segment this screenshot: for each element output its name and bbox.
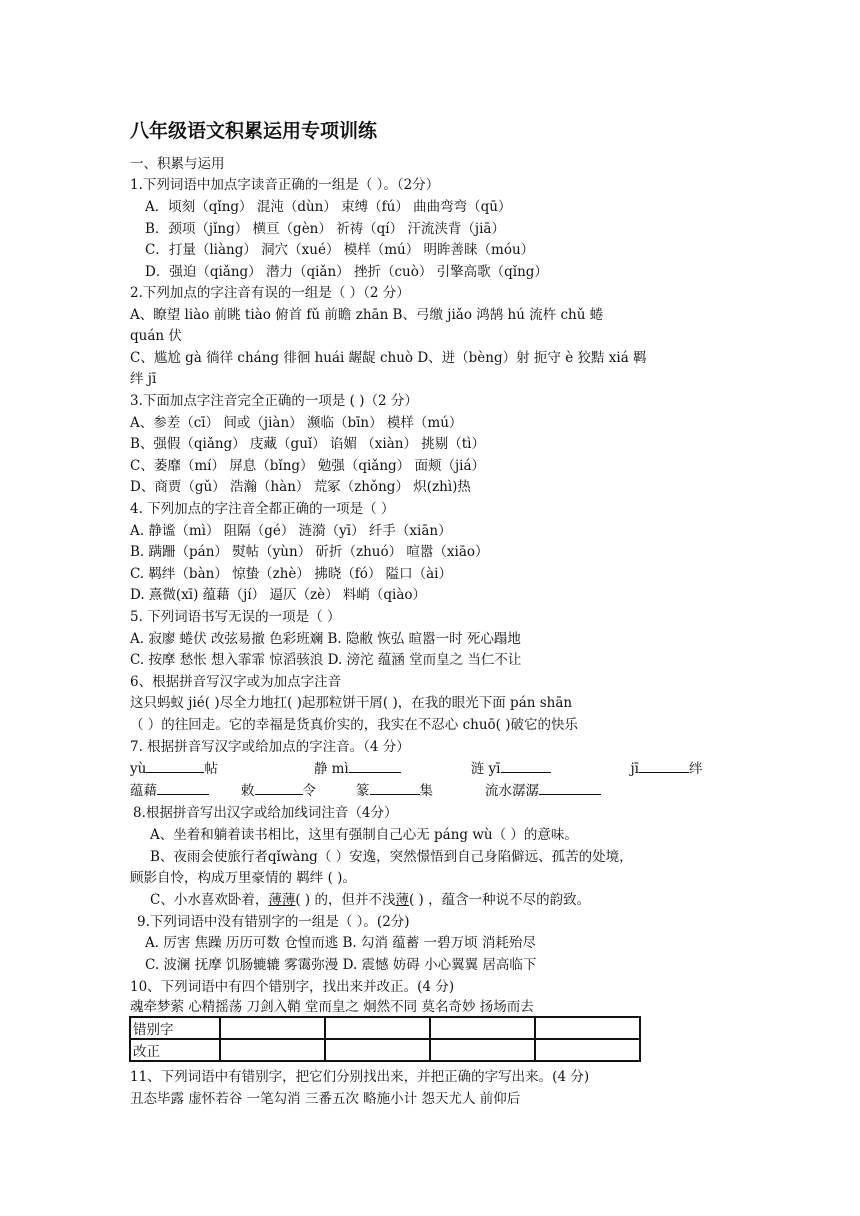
question-11: 11、下列词语中有错别字，把它们分别找出来，并把正确的字写出来。(4 分) [130, 1069, 590, 1085]
table-row [130, 1017, 640, 1039]
answer-cell[interactable] [535, 1017, 640, 1039]
q4-option-d: D. 熹微(xī) 蕴藉（jí） 逼仄（zè） 料峭（qiào） [130, 587, 427, 603]
q4-option-c: C. 羁绊（bàn） 惊蛰（zhè） 拂晓（fó） 隘口（ài） [130, 566, 452, 582]
q8-b-cont: 顾影自怜，构成万里豪情的 羁绊 ( )。 [130, 870, 356, 886]
q4-option-a: A. 静谧（mì） 阻隔（gé） 涟漪（yī） 纤手（xiān） [130, 523, 452, 539]
q3-option-d: D、商贾（gǔ） 浩瀚（hàn） 荒冢（zhǒng） 炽(zhì)热 [130, 479, 471, 495]
question-6: 6、根据拼音写汉字或为加点字注音 [130, 674, 342, 690]
q7-ji2: 集 [419, 783, 433, 799]
q2-line-1: A、瞭望 liào 前眺 tiào 俯首 fǔ 前瞻 zhān B、弓缴 jiǎo 鸿鹄 hú 流杵 chǔ 蜷 [130, 307, 604, 323]
q9-options-cd: C. 波澜 抚摩 饥肠辘辘 雾霭弥漫 D. 震憾 妨碍 小心翼翼 居高临下 [145, 957, 537, 973]
q7-lian: 涟 yī [470, 761, 501, 777]
q2-line-3: C、尴尬 gà 徜徉 cháng 徘徊 huái 龌龊 chuò D、迸（bèng）射 扼守 è 狡黠 xiá 羁 [130, 350, 647, 366]
underlined-word: 薄薄 [268, 892, 296, 908]
q8-c [150, 891, 590, 909]
section-heading: 一、积累与运用 [130, 156, 225, 172]
answer-cell[interactable] [325, 1039, 430, 1061]
question-8: 8.根据拼音写出汉字或给加线词注音（4分） [133, 805, 398, 821]
answer-blank[interactable] [157, 782, 209, 795]
q2-line-2: quán 伏 [130, 328, 182, 344]
table-row [130, 1039, 640, 1061]
q8-c-text: ( ) 的，但并不浅 [295, 892, 396, 908]
answer-blank[interactable] [539, 782, 601, 795]
q10-words: 魂牵梦萦 心精摇荡 刀剑入鞘 堂而皇之 炯然不同 莫名奇妙 扬场而去 [130, 999, 534, 1015]
underlined-word: 薄 [395, 892, 409, 908]
question-4: 4. 下列加点的字注音全都正确的一项是（ ） [130, 501, 395, 517]
question-10: 10、下列词语中有四个错别字，找出来并改正。(4 分) [130, 979, 455, 995]
answer-cell[interactable] [325, 1017, 430, 1039]
q4-option-b: B. 蹒跚（pán） 熨帖（yùn） 斫折（zhuó） 喧嚣（xiāo） [130, 544, 489, 560]
answer-cell[interactable] [220, 1017, 325, 1039]
q7-zhuan: 篆 [356, 783, 370, 799]
q1-option-d: D．强迫（qiǎng） 潜力（qiǎn） 挫折（cuò） 引擎高歌（qǐng） [145, 264, 548, 280]
question-7: 7. 根据拼音写汉字或给加点的字注音。（4 分） [130, 739, 410, 755]
correction-table [129, 1016, 641, 1062]
q8-a: A、坐着和躺着读书相比，这里有强制自己心无 páng wù（ ）的意味。 [150, 827, 578, 843]
q7-liu: 流水潺潺 [485, 783, 539, 799]
q9-options-ab: A. 厉害 焦躁 历历可数 仓惶而逃 B. 勾消 蕴蓄 一碧万顷 消耗殆尽 [145, 935, 536, 951]
q1-option-a: A．顷刻（qǐng） 混沌（dùn） 束缚（fú） 曲曲弯弯（qū） [145, 199, 512, 215]
q7-jing: 静 mì [313, 761, 349, 777]
answer-cell[interactable] [220, 1039, 325, 1061]
q7-row-1 [130, 760, 703, 778]
q3-option-c: C、萎靡（mí） 屏息（bǐng） 勉强（qiǎng） 面颊（jiá） [130, 458, 486, 474]
answer-cell[interactable] [535, 1039, 640, 1061]
q5-options-cd: C. 按摩 愁怅 想入霏霏 惊滔骇浪 D. 滂沱 蕴涵 堂而皇之 当仁不让 [130, 652, 522, 668]
q8-c-text: C、小水喜欢卧着， [150, 892, 269, 908]
q3-option-b: B、强假（qiǎng） 庋藏（guǐ） 谄媚 （xiàn） 挑剔（tì） [130, 436, 486, 452]
q8-b: B、夜雨会使旅行者qǐwàng（ ）安逸，突然憬悟到自己身陷僻远、孤苦的处境， [150, 849, 633, 865]
q7-yu: yù [130, 761, 147, 777]
answer-cell[interactable] [430, 1017, 535, 1039]
q7-row-2 [130, 782, 601, 800]
question-9: 9.下列词语中没有错别字的一组是（ ）。(2分) [137, 914, 410, 930]
page-title: 八年级语文积累运用专项训练 [130, 120, 378, 142]
q6-line-1: 这只蚂蚁 jié( )尽全力地扛( )起那粒饼干屑( )，在我的眼光下面 pán shān [130, 695, 573, 711]
q7-ban: 绊 [689, 761, 703, 777]
row-label-correct: 改正 [130, 1039, 220, 1061]
question-1: 1.下列词语中加点字读音正确的一组是（ ）。（2分） [130, 177, 440, 193]
answer-blank[interactable] [349, 760, 401, 773]
question-2: 2.下列加点的字注音有误的一组是（ ）（2 分） [130, 285, 410, 301]
answer-blank[interactable] [501, 760, 551, 773]
answer-blank[interactable] [255, 782, 303, 795]
q1-option-b: B．颈项（jǐng） 横亘（gèn） 祈祷（qí） 汗流浃背（jiā） [145, 221, 505, 237]
question-3: 3.下面加点字注音完全正确的一项是 ( )（2 分） [130, 393, 418, 409]
q11-words: 丑态毕露 虚怀若谷 一笔勾消 三番五次 略施小计 怨天尤人 前仰后 [130, 1091, 521, 1107]
q1-option-c: C．打量（liàng） 洞穴（xué） 模样（mú） 明眸善睐（móu） [145, 242, 535, 258]
q5-options-ab: A. 寂廖 蜷伏 改弦易撤 色彩班斓 B. 隐敝 恢弘 暄嚣一时 死心蹋地 [130, 631, 521, 647]
answer-blank[interactable] [639, 760, 689, 773]
q2-line-4: 绊 jī [130, 371, 157, 387]
row-label-wrong: 错别字 [130, 1017, 220, 1039]
answer-blank[interactable] [146, 760, 204, 773]
q7-ling: 令 [302, 783, 316, 799]
q7-ji: jī [630, 761, 640, 777]
q3-option-a: A、参差（cī） 间或（jiàn） 濒临（bīn） 模样（mú） [130, 415, 463, 431]
q7-tie: 帖 [204, 761, 218, 777]
q8-c-text: ( ) ，蕴含一种说不尽的韵致。 [408, 892, 591, 908]
answer-cell[interactable] [430, 1039, 535, 1061]
q6-line-2: （ ）的往回走。它的幸福是货真价实的，我实在不忍心 chuō( )破它的快乐 [130, 717, 578, 733]
q7-chi: 敕 [241, 783, 255, 799]
answer-blank[interactable] [370, 782, 420, 795]
question-5: 5. 下列词语书写无误的一项是（ ） [130, 609, 341, 625]
q7-yunjie: 蕴藉 [130, 783, 157, 799]
